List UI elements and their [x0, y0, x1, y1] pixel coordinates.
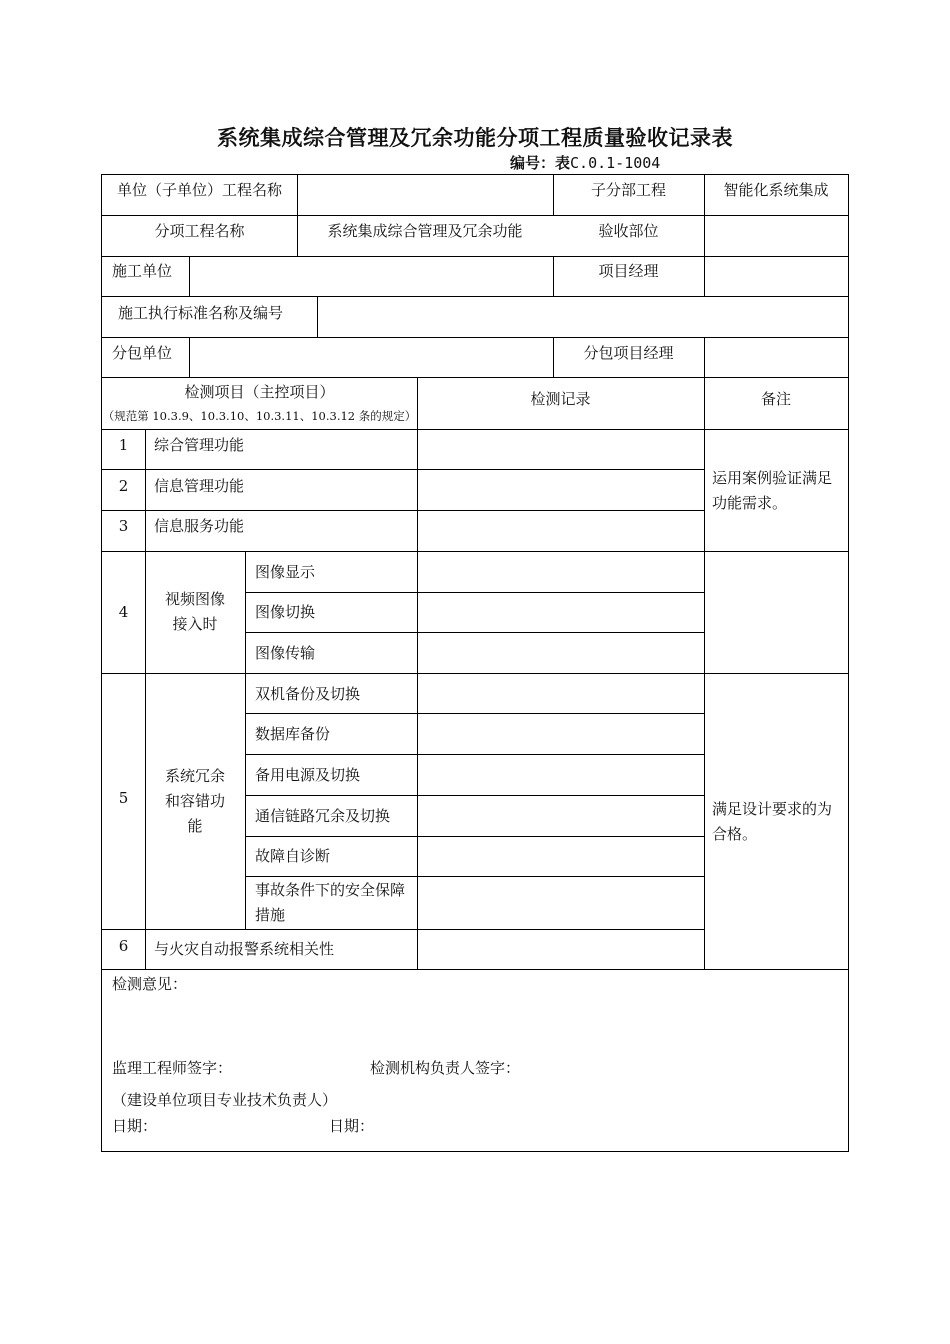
col-record-header: 检测记录 — [530, 390, 591, 408]
form-code-value: C.0.1-1004 — [570, 154, 661, 172]
row-3-no: 3 — [118, 517, 129, 535]
acceptance-part-label: 验收部位 — [598, 222, 659, 240]
row-6-label: 与火灾自动报警系统相关性 — [154, 940, 335, 958]
row-2-label: 信息管理功能 — [154, 477, 245, 495]
supervisor-sign-label: 监理工程师签字： — [112, 1059, 233, 1077]
date-1-label: 日期： — [112, 1117, 158, 1135]
construction-unit-label: 施工单位 — [112, 262, 173, 280]
standard-label: 施工执行标准名称及编号 — [118, 304, 284, 322]
subcontractor-label: 分包单位 — [112, 344, 173, 362]
row-4-sub-2: 图像切换 — [255, 603, 316, 621]
opinion-label: 检测意见： — [112, 975, 188, 993]
row-5-group: 系统冗余和容错功能 — [164, 767, 225, 835]
row-4-group: 视频图像接入时 — [164, 590, 225, 633]
row-1-no: 1 — [118, 436, 129, 454]
row-5-sub-5: 故障自诊断 — [255, 847, 331, 865]
col-remark-header: 备注 — [760, 390, 791, 408]
owner-note: （建设单位项目专业技术负责人） — [112, 1091, 338, 1109]
form-code-label: 编号：表 — [510, 154, 571, 172]
row-2-no: 2 — [118, 477, 129, 495]
sub-manager-label: 分包项目经理 — [583, 344, 674, 362]
item-name-value: 系统集成综合管理及冗余功能 — [327, 222, 523, 240]
acceptance-record-table — [101, 174, 849, 1152]
form-code — [510, 152, 660, 173]
item-name-label: 分项工程名称 — [154, 222, 245, 240]
row-5-sub-4: 通信链路冗余及切换 — [255, 807, 391, 825]
form-title: 系统集成综合管理及冗余功能分项工程质量验收记录表 — [217, 125, 733, 150]
row-5-sub-1: 双机备份及切换 — [255, 685, 361, 703]
col-item-note: （规范第 10.3.9、10.3.10、10.3.11、10.3.12 条的规定） — [102, 409, 417, 423]
row-5-sub-3: 备用电源及切换 — [255, 766, 361, 784]
project-manager-label: 项目经理 — [598, 262, 659, 280]
row-6-no: 6 — [118, 937, 129, 955]
col-item-header: 检测项目（主控项目） — [184, 383, 335, 401]
unit-project-label: 单位（子单位）工程名称 — [116, 181, 282, 199]
remark-1-3: 运用案例验证满足功能需求。 — [712, 469, 833, 512]
inspector-sign-label: 检测机构负责人签字： — [370, 1059, 521, 1077]
sub-division-value: 智能化系统集成 — [723, 181, 829, 199]
row-4-sub-1: 图像显示 — [255, 563, 316, 581]
remark-5-6: 满足设计要求的为合格。 — [712, 800, 833, 843]
row-4-no: 4 — [118, 603, 129, 621]
row-1-label: 综合管理功能 — [154, 436, 245, 454]
row-5-sub-2: 数据库备份 — [255, 725, 331, 743]
row-5-no: 5 — [118, 789, 129, 807]
row-4-sub-3: 图像传输 — [255, 644, 316, 662]
row-5-sub-6: 事故条件下的安全保障措施 — [255, 881, 406, 924]
sub-division-label: 子分部工程 — [590, 181, 666, 199]
row-3-label: 信息服务功能 — [154, 517, 245, 535]
date-2-label: 日期： — [329, 1117, 375, 1135]
